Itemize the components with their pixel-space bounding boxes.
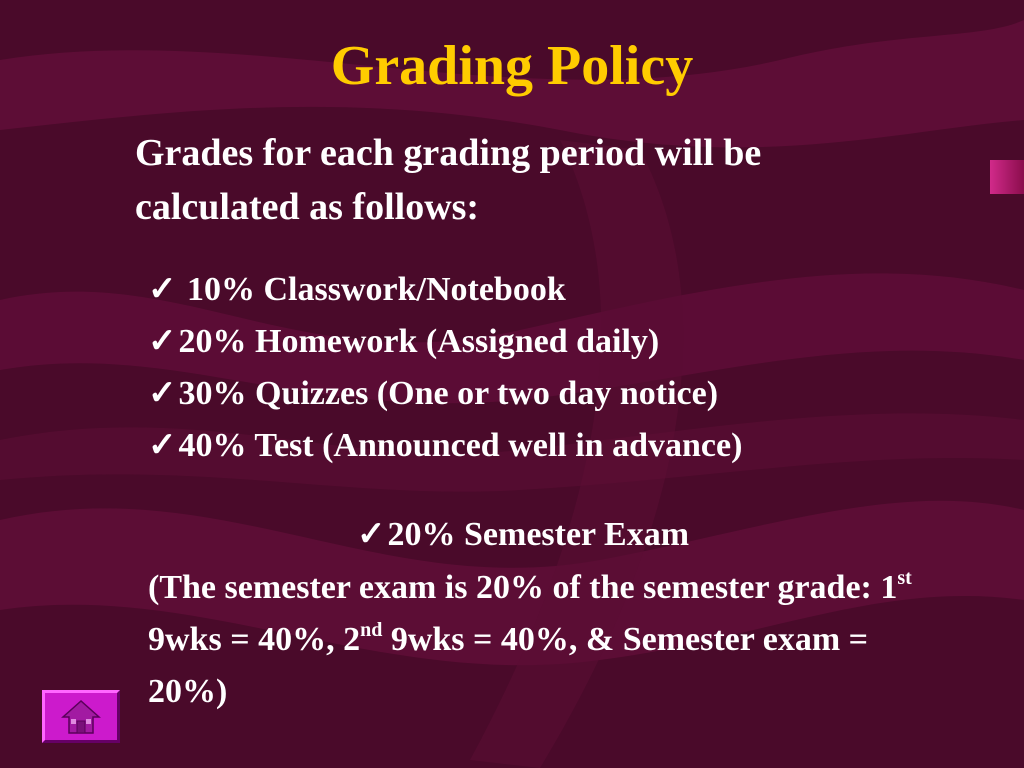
exam-text: 20% Semester Exam	[387, 516, 690, 553]
note-text: 9wks = 40%, 2	[148, 621, 361, 658]
slide-title: Grading Policy	[330, 35, 694, 97]
note-superscript: st	[897, 567, 912, 589]
list-item	[148, 316, 948, 368]
list-item	[148, 420, 948, 472]
semester-exam-line	[357, 510, 689, 560]
intro-text: Grades for each grading period will be calculated as follows:	[135, 132, 762, 228]
decorative-tab	[990, 160, 1024, 194]
grade-breakdown-list	[148, 264, 948, 472]
item-text: 20% Homework (Assigned daily)	[178, 323, 660, 360]
note-text: (The semester exam is 20% of the semester grade: 1	[148, 569, 898, 606]
checkmark-icon: ✓	[357, 516, 386, 553]
checkmark-icon: ✓	[148, 323, 177, 360]
note-superscript: nd	[360, 619, 383, 641]
list-item	[148, 264, 948, 316]
checkmark-icon: ✓	[148, 427, 177, 464]
home-icon	[61, 699, 101, 735]
checkmark-icon: ✓	[148, 375, 177, 412]
home-button[interactable]	[42, 690, 120, 743]
item-text: 30% Quizzes (One or two day notice)	[178, 375, 719, 412]
semester-exam-note	[148, 562, 928, 718]
note-text: 9wks = 40%, & Semester exam = 20%)	[148, 621, 869, 710]
checkmark-icon: ✓	[148, 271, 177, 308]
item-text: 40% Test (Announced well in advance)	[178, 427, 743, 464]
list-item	[148, 368, 948, 420]
item-text: 10% Classwork/Notebook	[178, 271, 566, 308]
